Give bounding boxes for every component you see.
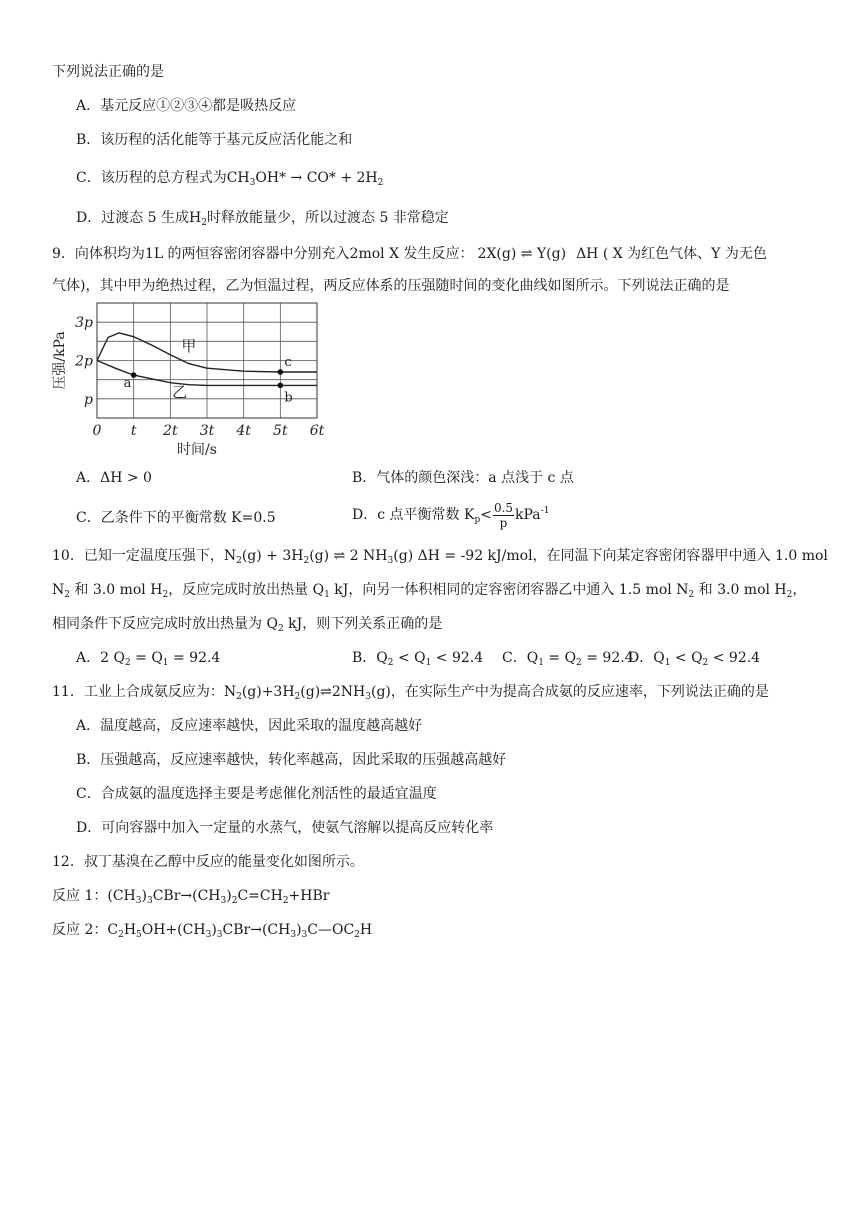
- point-c: [278, 369, 284, 375]
- q9-option-a[interactable]: A．ΔH > 0: [76, 470, 152, 486]
- q12-reaction-1: 反应 1：$(CH_3)_3CBr\to(CH_3)_2C=CH_2+HBr$: [52, 888, 330, 906]
- q10-option-b[interactable]: B．$Q_2 < Q_1 < 92.4$: [352, 650, 484, 668]
- q10-option-d[interactable]: D．$Q_1 < Q_2 < 92.4$: [628, 650, 761, 668]
- point-a: [131, 372, 137, 378]
- pressure-time-chart: [52, 298, 342, 463]
- series-label-yi: 乙: [172, 382, 188, 401]
- q9-stem-line2: 气体)，其中甲为绝热过程，乙为恒温过程，两反应体系的压强随时间的变化曲线如图所示。下列说法正确的是: [52, 278, 730, 294]
- q8-option-c[interactable]: [76, 168, 383, 188]
- q11-option-b[interactable]: B．压强越高，反应速率越快，转化率越高，因此采取的压强越高越好: [76, 752, 507, 768]
- x-tick-label: 5t: [273, 423, 288, 439]
- x-tick-label: t: [130, 423, 137, 439]
- q8-option-d-h2: $H_2$: [189, 210, 207, 228]
- x-axis-label: 时间/s: [177, 442, 217, 458]
- x-tick-label: 0: [92, 423, 102, 439]
- x-tick-label: 2t: [163, 423, 178, 439]
- y-tick-label: 2p: [75, 353, 93, 370]
- point-label-c: c: [284, 355, 292, 370]
- q10-stem-line3: 相同条件下反应完成时放出热量为 $Q_2$ kJ，则下列关系正确的是: [52, 616, 443, 634]
- q10-option-c[interactable]: C．$Q_1 = Q_2 = 92.4$: [502, 650, 634, 668]
- q9-option-d[interactable]: D．c 点平衡常数 $K_p<$ $\frac{0.5}{p}$ kPa$^{-1}$: [352, 500, 550, 530]
- x-tick-label: 6t: [309, 423, 325, 439]
- q10-option-a[interactable]: A．2 $Q_2 = Q_1 = 92.4$: [76, 650, 221, 668]
- q8-option-b[interactable]: B．该历程的活化能等于基元反应活化能之和: [76, 132, 353, 148]
- q8-option-a[interactable]: A．基元反应①②③④都是吸热反应: [76, 98, 297, 114]
- point-label-a: a: [123, 376, 132, 392]
- q9-option-b[interactable]: B．气体的颜色深浅：a 点浅于 c 点: [352, 470, 574, 486]
- x-tick-label: 4t: [236, 423, 251, 439]
- q12-stem: 12．叔丁基溴在乙醇中反应的能量变化如图所示。: [52, 854, 364, 870]
- q8-option-c-eq: $CH_3OH* \to CO* + 2H_2$: [226, 170, 384, 188]
- y-tick-label: 3p: [75, 315, 93, 332]
- q8-option-d-post: 时释放能量少，所以过渡态 5 非常稳定: [207, 210, 449, 226]
- q11-option-d[interactable]: D．可向容器中加入一定量的水蒸气，使氨气溶解以提高反应转化率: [76, 820, 494, 836]
- q11-option-c[interactable]: C．合成氨的温度选择主要是考虑催化剂活性的最适宜温度: [76, 786, 437, 802]
- q8-stem: 下列说法正确的是: [52, 64, 164, 80]
- q11-stem: 11．工业上合成氨反应为：$N_2(g)+3H_2(g)\rightleftharpoons 2NH_3(g)$，在实际生产中为提高合成氨的反应速率，下列说法正确的是: [52, 684, 769, 702]
- point-label-b: b: [284, 390, 293, 406]
- series-label-jia: 甲: [181, 336, 197, 355]
- y-axis-label: 压强/kPa: [52, 331, 68, 390]
- x-tick-label: 3t: [199, 423, 215, 439]
- q9-option-c[interactable]: C．乙条件下的平衡常数 K=0.5: [76, 510, 276, 526]
- q10-stem-line2: $N_2$ 和 3.0 mol $H_2$，反应完成时放出热量 $Q_1$ kJ，向另一体积相同的定容密闭容器乙中通入 1.5 mol $N_2$ 和 3.0 mol $H_2$，: [52, 582, 807, 600]
- chart-axes: [52, 303, 325, 458]
- y-tick-label: p: [84, 391, 93, 408]
- q9-stem-line1: 9．向体积均为1L 的两恒容密闭容器中分别充入2mol X 发生反应： 2X(g) ⇌ Y(g) ΔH ( X 为红色气体、Y 为无色: [52, 246, 767, 262]
- q9-option-d-fraction: $\frac{0.5}{p}$: [493, 500, 514, 530]
- point-b: [278, 383, 284, 389]
- q8-option-d[interactable]: [76, 208, 449, 228]
- q8-option-d-pre: D．过渡态 5 生成: [76, 210, 190, 226]
- q8-option-c-text: C．该历程的总方程式为: [76, 170, 227, 186]
- q10-stem-line1: 10．已知一定温度压强下，$N_2(g) + 3H_2(g)$ ⇌ 2 $NH_3(g) \Delta H = -92$ kJ/mol，在同温下向某定容密闭容器甲中通入 1.0 mol: [52, 548, 828, 566]
- q12-reaction-2: 反应 2：$C_2H_5OH+(CH_3)_3CBr\to(CH_3)_3C—OC_2H$: [52, 922, 373, 940]
- q11-option-a[interactable]: A．温度越高，反应速率越快，因此采取的温度越高越好: [76, 718, 423, 734]
